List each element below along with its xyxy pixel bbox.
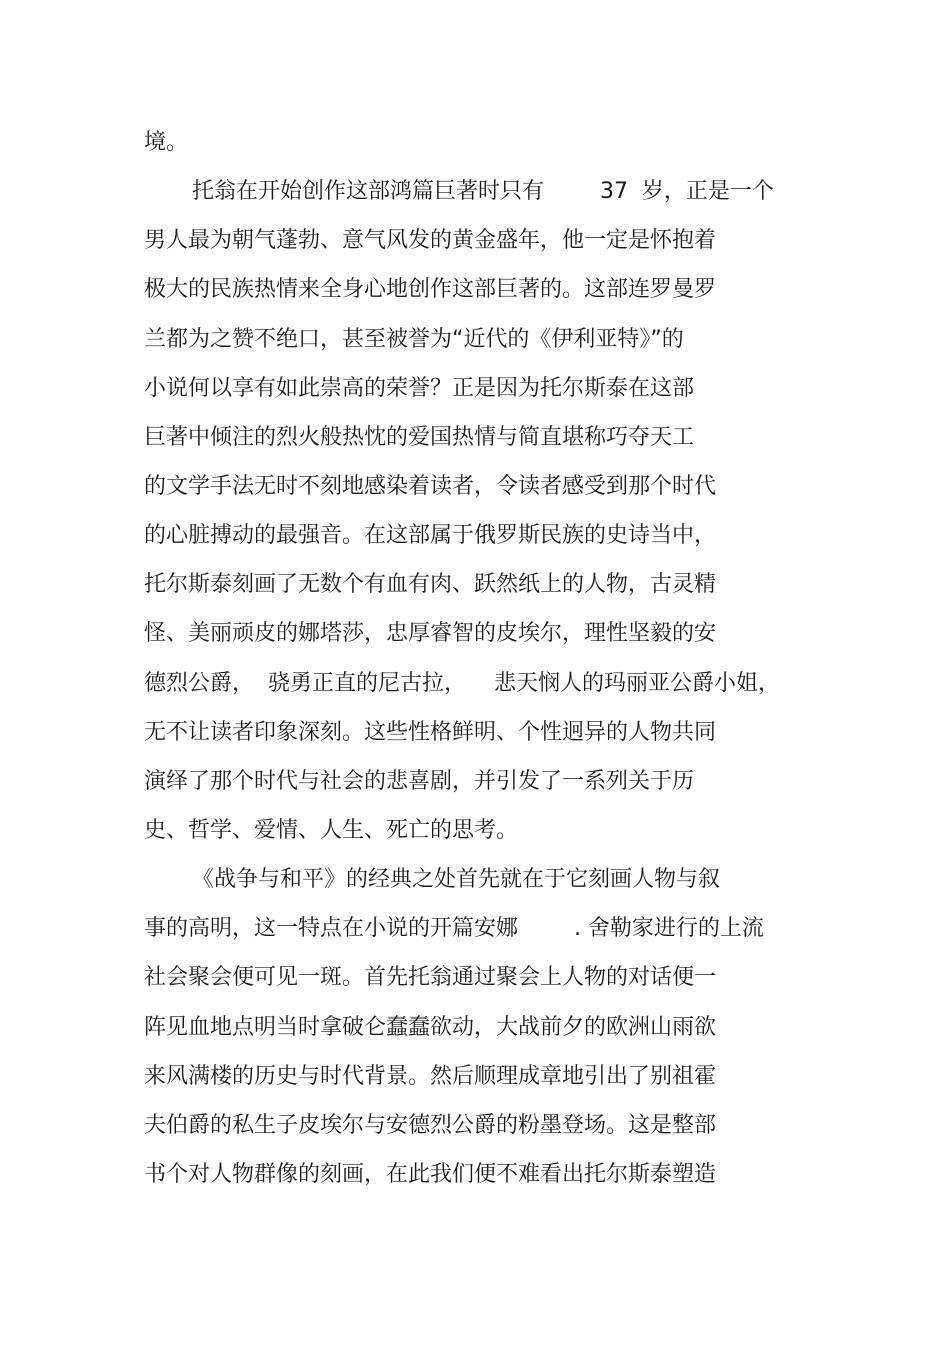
text-line: 事的高明，这一特点在小说的开篇安娜 . 舍勒家进行的上流: [144, 916, 764, 942]
text-line: 境。: [144, 130, 189, 155]
text-line: 德烈公爵， 骁勇正直的尼古拉， 悲天悯人的玛丽亚公爵小姐，: [144, 670, 780, 696]
text-line: 兰都为之赞不绝口，甚至被誉为“近代的《伊利亚特》”的: [144, 326, 684, 352]
paragraph-first-line: 托翁在开始创作这部鸿篇巨著时只有 37 岁，正是一个: [192, 179, 774, 205]
text-line: 无不让读者印象深刻。这些性格鲜明、个性迥异的人物共同: [144, 719, 717, 745]
text-line: 夫伯爵的私生子皮埃尔与安德烈公爵的粉墨登场。这是整部: [144, 1112, 717, 1138]
text-line: 的心脏搏动的最强音。在这部属于俄罗斯民族的史诗当中，: [144, 523, 717, 549]
text-line: 的文学手法无时不刻地感染着读者，令读者感受到那个时代: [144, 473, 717, 499]
text-line: 极大的民族热情来全身心地创作这部巨著的。这部连罗曼罗: [144, 277, 717, 303]
text-line: 史、哲学、爱情、人生、死亡的思考。: [144, 817, 519, 843]
text-line: 巨著中倾注的烈火般热忱的爱国热情与简直堪称巧夺天工: [144, 424, 695, 450]
body-text: [144, 118, 824, 1199]
text-line: 书个对人物群像的刻画，在此我们便不难看出托尔斯泰塑造: [144, 1161, 717, 1187]
paragraph-first-line: 《战争与和平》的经典之处首先就在于它刻画人物与叙: [192, 867, 721, 893]
text-line: 来风满楼的历史与时代背景。然后顺理成章地引出了别祖霍: [144, 1063, 717, 1089]
text-line: 阵见血地点明当时拿破仑蠢蠢欲动，大战前夕的欧洲山雨欲: [144, 1014, 717, 1040]
text-line: 男人最为朝气蓬勃、意气风发的黄金盛年，他一定是怀抱着: [144, 228, 717, 254]
text-line: 怪、美丽顽皮的娜塔莎，忠厚睿智的皮埃尔，理性坚毅的安: [144, 621, 717, 647]
text-line: 社会聚会便可见一斑。首先托翁通过聚会上人物的对话便一: [144, 965, 717, 991]
text-line: 小说何以享有如此崇高的荣誉？正是因为托尔斯泰在这部: [144, 375, 695, 401]
text-line: 演绎了那个时代与社会的悲喜剧，并引发了一系列关于历: [144, 768, 695, 794]
text-line: 托尔斯泰刻画了无数个有血有肉、跃然纸上的人物，古灵精: [144, 572, 717, 598]
